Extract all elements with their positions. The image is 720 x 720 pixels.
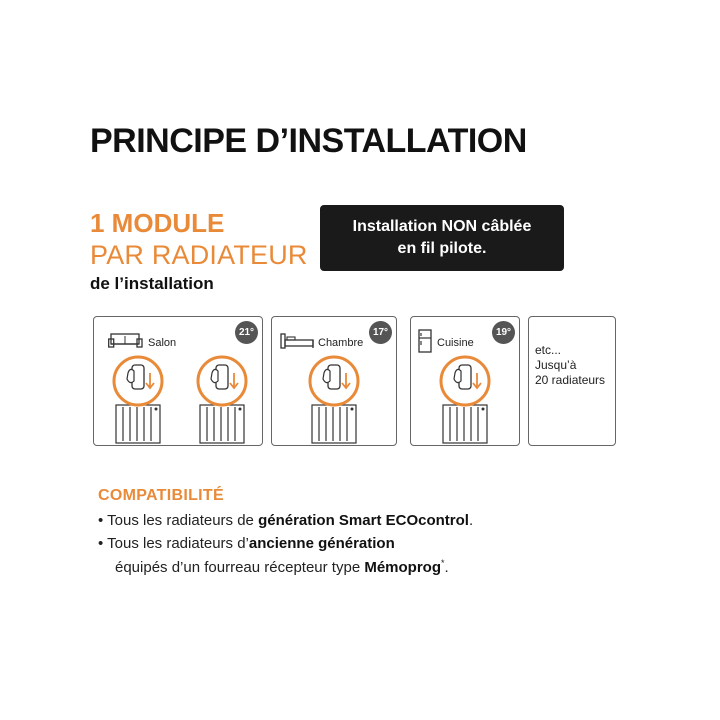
module-radiator-unit (106, 351, 170, 445)
installation-badge (320, 205, 564, 271)
radiator-icon (200, 405, 244, 443)
etc-line-2: Jusqu’à (535, 358, 577, 372)
bed-icon (280, 332, 316, 350)
compat-bullet-1 (98, 512, 473, 529)
footnote-mark: * (441, 558, 445, 568)
bullet-text: • Tous les radiateurs de (98, 512, 259, 529)
badge-line-2: en fil pilote. (397, 240, 487, 257)
module-radiator-unit (190, 351, 254, 445)
module-radiator-unit (302, 351, 366, 445)
room-label: Salon (148, 337, 177, 349)
room-label: Chambre (318, 337, 364, 349)
bullet-bold: ancienne génération (248, 535, 395, 552)
page-title: PRINCIPE D’INSTALLATION (90, 122, 527, 160)
module-radiator-unit (433, 351, 497, 445)
compat-bullet-2 (98, 535, 395, 552)
bullet-text: . (444, 559, 449, 576)
bullet-text: . (468, 512, 474, 529)
room-card-salon (93, 316, 263, 446)
room-label: Cuisine (437, 337, 474, 349)
module-subheading: PAR RADIATEUR (90, 240, 308, 270)
etc-line-3: 20 radiateurs (535, 373, 606, 387)
radiator-icon (443, 405, 487, 443)
bullet-text: équipés d’un fourreau récepteur type (115, 559, 365, 576)
fridge-icon (417, 329, 433, 353)
bullet-text: • Tous les radiateurs d’ (98, 535, 249, 552)
room-card-cuisine (410, 316, 520, 446)
badge-line-1: Installation NON câblée (352, 218, 532, 235)
radiator-icon (312, 405, 356, 443)
module-heading: 1 MODULE (90, 208, 225, 238)
etc-line-1: etc... (535, 343, 562, 357)
etc-card (528, 316, 616, 446)
radiator-icon (116, 405, 160, 443)
module-caption: de l’installation (90, 274, 214, 293)
compatibility-heading: COMPATIBILITÉ (98, 487, 224, 504)
bullet-bold: Mémoprog (364, 559, 442, 576)
bullet-bold: génération Smart ECOcontrol (258, 512, 469, 529)
room-card-chambre (271, 316, 397, 446)
sofa-icon (108, 332, 144, 350)
temperature-badge: 17° (369, 321, 392, 344)
temperature-badge: 19° (492, 321, 515, 344)
temperature-badge: 21° (235, 321, 258, 344)
compat-bullet-2-continued (115, 558, 449, 576)
